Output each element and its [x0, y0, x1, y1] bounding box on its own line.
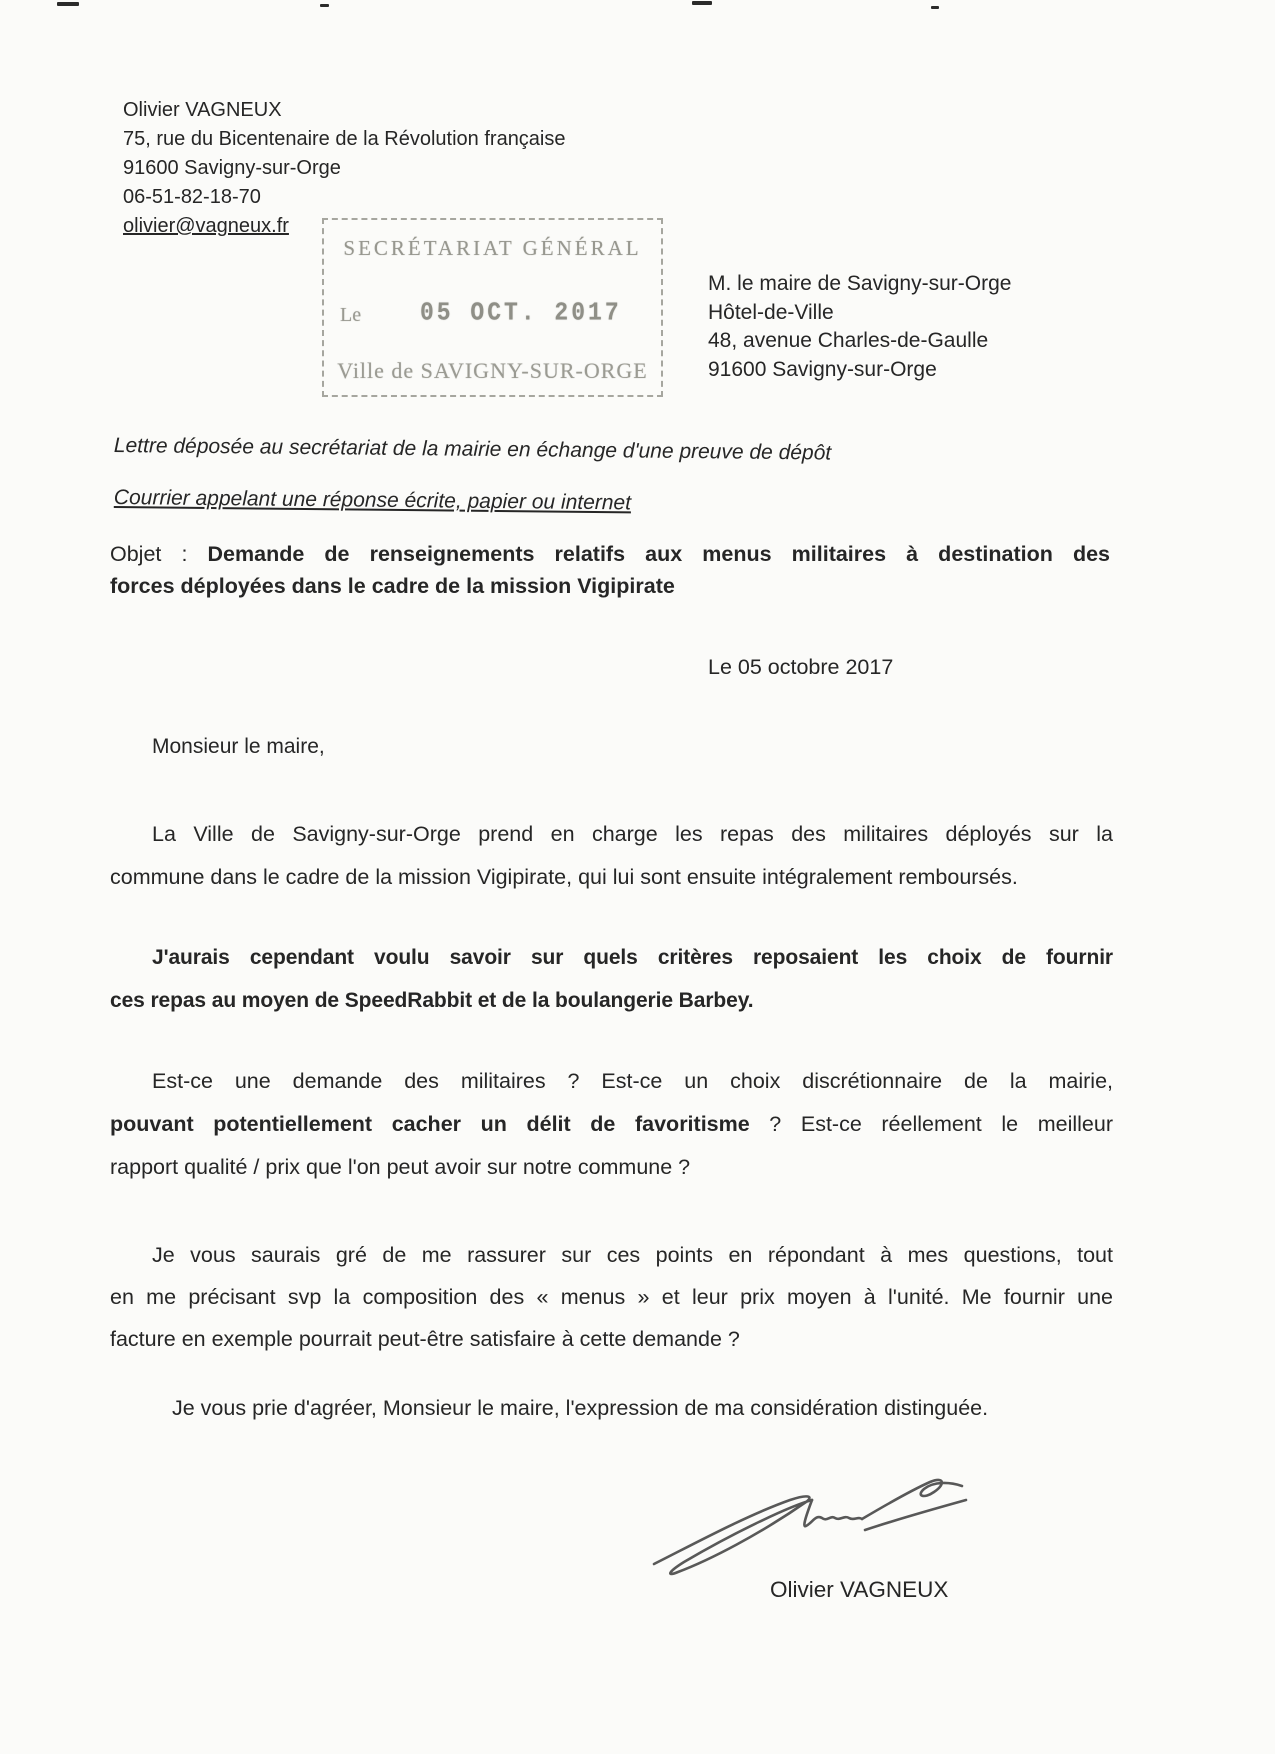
- closing-line: [110, 1396, 1113, 1421]
- scan-artifact: [931, 6, 939, 9]
- recipient-line-4: 91600 Savigny-sur-Orge: [708, 357, 937, 381]
- subject-text-line-2: forces déployées dans le cadre de la mission Vigipirate: [110, 574, 675, 598]
- text-line: [110, 1103, 1113, 1146]
- paragraph-3: [110, 1060, 1113, 1189]
- text-line: Je vous prie d'agréer, Monsieur le maire, l'expression de ma considération distinguée.: [172, 1396, 989, 1420]
- salutation: Monsieur le maire,: [152, 735, 325, 758]
- text-line: La Ville de Savigny-sur-Orge prend en charge les repas des militaires déployés sur la: [152, 822, 1113, 846]
- signature-scribble: [640, 1468, 970, 1585]
- text-line: J'aurais cependant voulu savoir sur quels critères reposaient les choix de fournir: [152, 946, 1113, 969]
- sender-name: Olivier VAGNEUX: [123, 99, 282, 121]
- text-line: Est-ce une demande des militaires ? Est-ce un choix discrétionnaire de la mairie,: [152, 1069, 1113, 1093]
- sender-email: olivier@vagneux.fr: [123, 215, 289, 237]
- subject-label: Objet :: [110, 542, 208, 566]
- subject-text-line-1: Demande de renseignements relatifs aux menus militaires à destination des: [207, 542, 1110, 566]
- deposit-notice: Lettre déposée au secrétariat de la mairie en échange d'une preuve de dépôt: [113, 434, 832, 465]
- stamp-date-label: Le: [340, 304, 362, 326]
- letter-date: Le 05 octobre 2017: [708, 655, 894, 679]
- response-notice: Courrier appelant une réponse écrite, papier ou internet: [113, 486, 632, 515]
- paragraph-4: [110, 1234, 1113, 1360]
- scan-artifact: [692, 1, 712, 5]
- text-fragment: ? Est-ce réellement le meilleur: [749, 1112, 1113, 1136]
- subject-line-1: [110, 538, 1110, 570]
- scan-artifact: [57, 2, 79, 6]
- text-line: Je vous saurais gré de me rassurer sur ces points en répondant à mes questions, tout: [152, 1243, 1113, 1267]
- subject-block: [110, 538, 1110, 602]
- signature-name: Olivier VAGNEUX: [770, 1577, 949, 1602]
- paragraph-2: [110, 936, 1113, 1022]
- text-line: ces repas au moyen de SpeedRabbit et de la boulangerie Barbey.: [110, 989, 754, 1012]
- recipient-block: [708, 270, 1011, 384]
- text-line: facture en exemple pourrait peut-être satisfaire à cette demande ?: [110, 1327, 740, 1351]
- stamp-city-line: Ville de SAVIGNY-SUR-ORGE: [337, 358, 648, 383]
- sender-address-line-1: 75, rue du Bicentenaire de la Révolution française: [123, 128, 566, 150]
- scan-artifact: [320, 4, 329, 7]
- recipient-line-2: Hôtel-de-Ville: [708, 300, 834, 324]
- sender-address-line-2: 91600 Savigny-sur-Orge: [123, 157, 341, 179]
- text-line: en me précisant svp la composition des « menus » et leur prix moyen à l'unité. Me fournir une: [110, 1285, 1113, 1309]
- recipient-line-3: 48, avenue Charles-de-Gaulle: [708, 329, 989, 352]
- bold-fragment: pouvant potentiellement cacher un délit de favoritisme: [110, 1112, 750, 1136]
- recipient-line-1: M. le maire de Savigny-sur-Orge: [708, 272, 1012, 295]
- text-line: commune dans le cadre de la mission Vigipirate, qui lui sont ensuite intégralement remboursés.: [110, 865, 1018, 889]
- registry-stamp: [322, 218, 663, 397]
- stamp-date: 05 OCT. 2017: [420, 298, 622, 328]
- text-line: rapport qualité / prix que l'on peut avoir sur notre commune ?: [110, 1155, 691, 1179]
- stamp-title: SECRÉTARIAT GÉNÉRAL: [343, 236, 642, 260]
- paragraph-1: [110, 813, 1113, 899]
- sender-phone: 06-51-82-18-70: [123, 186, 261, 208]
